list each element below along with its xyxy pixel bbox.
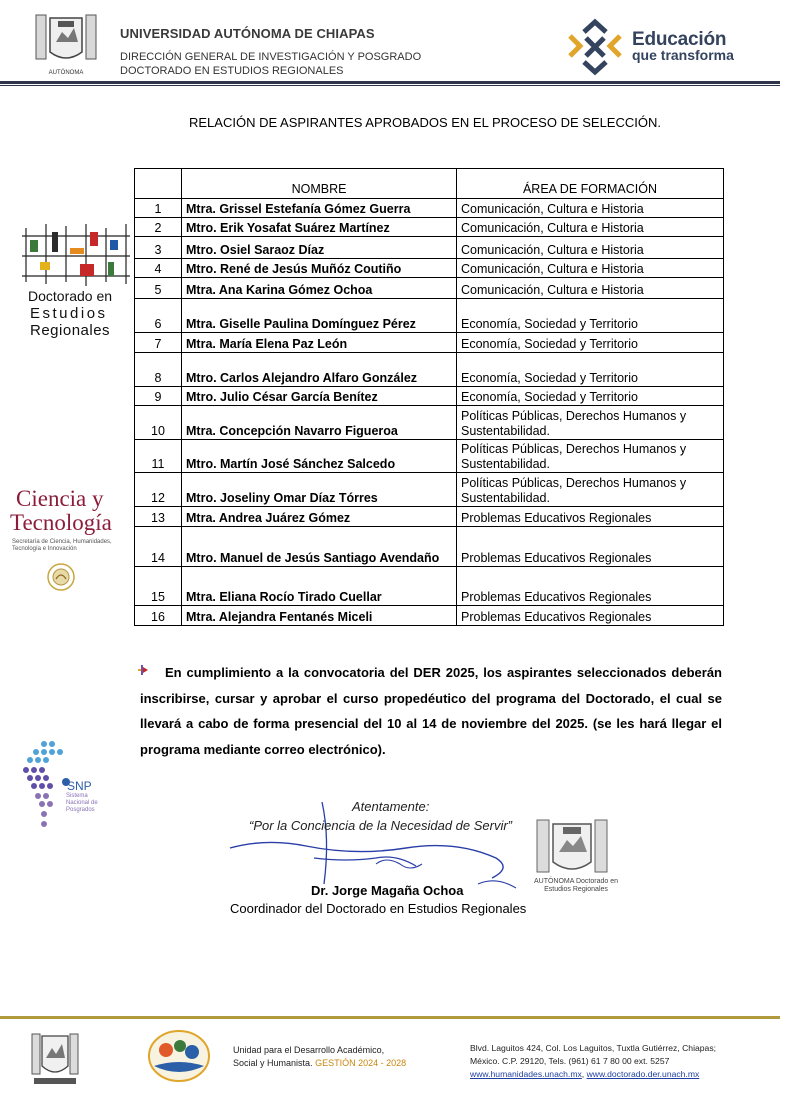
applicant-name-cell: Mtra. Grissel Estefanía Gómez Guerra bbox=[182, 199, 457, 218]
table-row bbox=[135, 218, 724, 237]
doctorado-link[interactable]: www.doctorado.der.unach.mx bbox=[586, 1069, 700, 1079]
column-header-number bbox=[135, 169, 182, 199]
footer-websites bbox=[470, 1069, 699, 1079]
training-area-cell: Políticas Públicas, Derechos Humanos y Sustentabilidad. bbox=[457, 473, 724, 507]
training-area-cell: Problemas Educativos Regionales bbox=[457, 507, 724, 527]
signer-name: Dr. Jorge Magaña Ochoa bbox=[311, 883, 464, 898]
ciencia-tecnologia-logo-line-2: Tecnología bbox=[10, 510, 112, 535]
applicant-name-cell: Mtro. Carlos Alejandro Alfaro González bbox=[182, 353, 457, 387]
applicant-name-cell: Mtra. Andrea Juárez Gómez bbox=[182, 507, 457, 527]
row-number-cell: 2 bbox=[135, 218, 182, 237]
institution-motto: “Por la Conciencia de la Necesidad de Servir” bbox=[249, 818, 513, 833]
applicant-name-cell: Mtra. Alejandra Fentanés Miceli bbox=[182, 606, 457, 626]
row-number-cell: 16 bbox=[135, 606, 182, 626]
mexico-seal-icon bbox=[46, 559, 76, 595]
table-row bbox=[135, 353, 724, 387]
row-number-cell: 15 bbox=[135, 567, 182, 606]
table-body bbox=[135, 199, 724, 626]
column-header-area: ÁREA DE FORMACIÓN bbox=[457, 169, 724, 199]
department-line-2: DOCTORADO EN ESTUDIOS REGIONALES bbox=[120, 65, 344, 77]
footer-unit-name: Social y Humanista. bbox=[233, 1058, 313, 1068]
footer-unit-line-2 bbox=[233, 1058, 406, 1068]
table-row bbox=[135, 440, 724, 473]
signer-role: Coordinador del Doctorado en Estudios Regionales bbox=[230, 901, 527, 916]
doctorado-logo-text-1: Doctorado en bbox=[28, 288, 113, 304]
row-number-cell: 11 bbox=[135, 440, 182, 473]
column-header-name: NOMBRE bbox=[182, 169, 457, 199]
table-row bbox=[135, 567, 724, 606]
training-area-cell: Problemas Educativos Regionales bbox=[457, 567, 724, 606]
training-area-cell: Comunicación, Cultura e Historia bbox=[457, 199, 724, 218]
table-header-row bbox=[135, 169, 724, 199]
applicant-name-cell: Mtra. Ana Karina Gómez Ochoa bbox=[182, 278, 457, 299]
closing-salutation: Atentamente: bbox=[352, 799, 430, 814]
row-number-cell: 8 bbox=[135, 353, 182, 387]
humanidades-link[interactable]: www.humanidades.unach.mx bbox=[470, 1069, 582, 1079]
applicant-name-cell: Mtra. Concepción Navarro Figueroa bbox=[182, 406, 457, 440]
header-divider bbox=[0, 81, 780, 84]
educacion-slogan-line-2: que transforma bbox=[632, 47, 734, 63]
applicant-name-cell: Mtro. Martín José Sánchez Salcedo bbox=[182, 440, 457, 473]
table-row bbox=[135, 333, 724, 353]
table-row bbox=[135, 199, 724, 218]
training-area-cell: Comunicación, Cultura e Historia bbox=[457, 237, 724, 259]
table-row bbox=[135, 606, 724, 626]
row-number-cell: 12 bbox=[135, 473, 182, 507]
training-area-cell: Políticas Públicas, Derechos Humanos y Sustentabilidad. bbox=[457, 406, 724, 440]
ciencia-tecnologia-logo-line-1: Ciencia y bbox=[16, 486, 104, 511]
applicant-name-cell: Mtro. Erik Yosafat Suárez Martínez bbox=[182, 218, 457, 237]
row-number-cell: 6 bbox=[135, 299, 182, 333]
applicants-table bbox=[134, 168, 724, 626]
department-line-1: DIRECCIÓN GENERAL DE INVESTIGACIÓN Y POSGRADO bbox=[120, 51, 422, 63]
snp-logo-label: SNP bbox=[67, 779, 92, 793]
training-area-cell: Comunicación, Cultura e Historia bbox=[457, 218, 724, 237]
footer-address-line-1: Blvd. Laguitos 424, Col. Los Laguitos, Tuxtla Gutiérrez, Chiapas; bbox=[470, 1043, 717, 1053]
row-number-cell: 7 bbox=[135, 333, 182, 353]
table-row bbox=[135, 473, 724, 507]
snp-logo-subtitle: Sistema Nacional de Posgrados bbox=[66, 793, 98, 813]
applicant-name-cell: Mtro. Joseliny Omar Díaz Tórres bbox=[182, 473, 457, 507]
row-number-cell: 4 bbox=[135, 259, 182, 278]
row-number-cell: 13 bbox=[135, 507, 182, 527]
training-area-cell: Comunicación, Cultura e Historia bbox=[457, 278, 724, 299]
header-divider-thin bbox=[0, 85, 780, 86]
table-row bbox=[135, 237, 724, 259]
row-number-cell: 3 bbox=[135, 237, 182, 259]
training-area-cell: Economía, Sociedad y Territorio bbox=[457, 353, 724, 387]
table-row bbox=[135, 259, 724, 278]
table-row bbox=[135, 507, 724, 527]
training-area-cell: Problemas Educativos Regionales bbox=[457, 606, 724, 626]
table-row bbox=[135, 406, 724, 440]
row-number-cell: 9 bbox=[135, 387, 182, 406]
row-number-cell: 10 bbox=[135, 406, 182, 440]
applicant-name-cell: Mtra. María Elena Paz León bbox=[182, 333, 457, 353]
svg-text:AUTÓNOMA: AUTÓNOMA bbox=[48, 70, 84, 76]
doctorado-logo-text-3: Regionales bbox=[30, 322, 111, 339]
row-number-cell: 1 bbox=[135, 199, 182, 218]
seal-caption: AUTÓNOMA Doctorado en Estudios Regionales bbox=[533, 878, 619, 893]
applicant-name-cell: Mtra. Giselle Paulina Domínguez Pérez bbox=[182, 299, 457, 333]
educacion-emblem-icon bbox=[566, 18, 624, 76]
applicant-name-cell: Mtro. Julio César García Benítez bbox=[182, 387, 457, 406]
table-row bbox=[135, 527, 724, 567]
footer-unach-logo bbox=[30, 1030, 80, 1086]
table-row bbox=[135, 387, 724, 406]
unach-logo bbox=[32, 12, 100, 76]
footer-web-separator: , bbox=[581, 1069, 585, 1079]
university-name: UNIVERSIDAD AUTÓNOMA DE CHIAPAS bbox=[120, 26, 375, 41]
training-area-cell: Economía, Sociedad y Territorio bbox=[457, 333, 724, 353]
document-title: RELACIÓN DE ASPIRANTES APROBADOS EN EL PROCESO DE SELECCIÓN. bbox=[189, 115, 661, 130]
ciencia-tecnologia-subtitle: Secretaría de Ciencia, Humanidades, Tecnología e Innovación bbox=[12, 539, 112, 552]
table-row bbox=[135, 278, 724, 299]
footer-gestion: GESTIÓN 2024 - 2028 bbox=[315, 1058, 407, 1068]
footer-address-line-2: México. C.P. 29120, Tels. (961) 61 7 80 00 ext. 5257 bbox=[470, 1056, 670, 1066]
footer-unit-line-1: Unidad para el Desarrollo Académico, bbox=[233, 1045, 385, 1055]
table-row bbox=[135, 299, 724, 333]
instructions-paragraph: En cumplimiento a la convocatoria del DER 2025, los aspirantes seleccionados deberán inscribirse, cursar y aprobar el curso propedéutico del programa del Doctorado, el cual se llevará a cabo de forma presencial del 10 al 14 de noviembre del 2025. (se les hará llegar el programa mediante correo electrónico). bbox=[140, 665, 722, 757]
training-area-cell: Economía, Sociedad y Territorio bbox=[457, 299, 724, 333]
applicant-name-cell: Mtro. René de Jesús Muñóz Coutiño bbox=[182, 259, 457, 278]
training-area-cell: Economía, Sociedad y Territorio bbox=[457, 387, 724, 406]
training-area-cell: Políticas Públicas, Derechos Humanos y Sustentabilidad. bbox=[457, 440, 724, 473]
doctorado-logo-text-2: Estudios bbox=[30, 305, 108, 322]
row-number-cell: 14 bbox=[135, 527, 182, 567]
footer-unit-logo bbox=[146, 1028, 212, 1084]
applicant-name-cell: Mtro. Manuel de Jesús Santiago Avendaño bbox=[182, 527, 457, 567]
applicant-name-cell: Mtra. Eliana Rocío Tirado Cuellar bbox=[182, 567, 457, 606]
educacion-slogan-line-1: Educación bbox=[632, 29, 727, 50]
training-area-cell: Problemas Educativos Regionales bbox=[457, 527, 724, 567]
row-number-cell: 5 bbox=[135, 278, 182, 299]
applicant-name-cell: Mtro. Osiel Saraoz Díaz bbox=[182, 237, 457, 259]
footer-divider bbox=[0, 1016, 780, 1019]
training-area-cell: Comunicación, Cultura e Historia bbox=[457, 259, 724, 278]
